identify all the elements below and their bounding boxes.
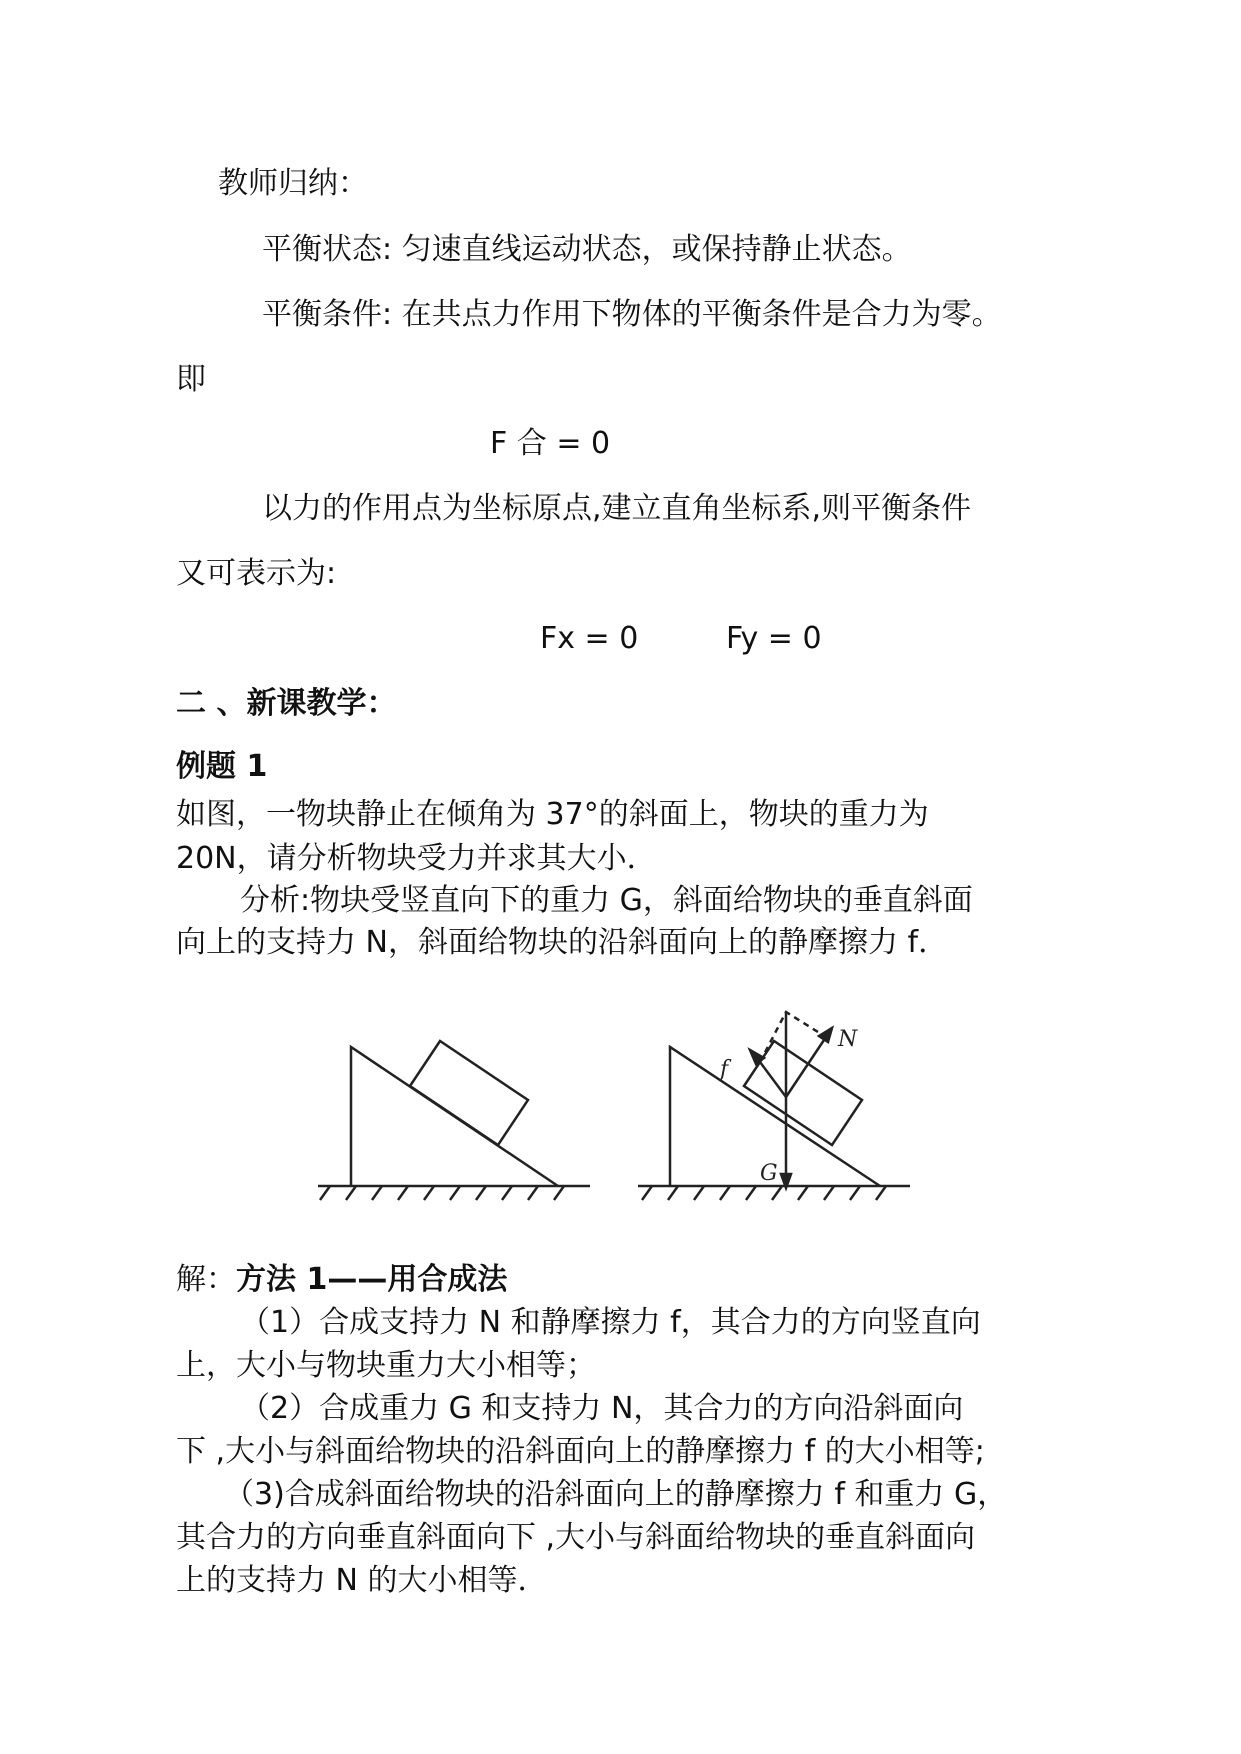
normal-arrowhead (819, 1028, 832, 1042)
ground-hatch-right (642, 1186, 886, 1200)
step1-line2: 上，大小与物块重力大小相等； (176, 1348, 596, 1383)
step2-line2: 下 ,大小与斜面给物块的沿斜面向上的静摩擦力 f 的大小相等; (176, 1434, 985, 1469)
ji-text: 即 (176, 362, 206, 397)
formula-fy: Fy = 0 (726, 621, 822, 656)
summary-heading: 教师归纳： (218, 166, 368, 201)
formula-fx: Fx = 0 (540, 621, 639, 656)
solution-prefix: 解： (176, 1262, 236, 1297)
section-title: 二 、新课教学： (176, 686, 397, 721)
coordinate-text-line2: 又可表示为: (176, 556, 337, 591)
balance-state-text: 平衡状态: 匀速直线运动状态，或保持静止状态。 (262, 232, 912, 267)
balance-condition-text: 平衡条件: 在共点力作用下物体的平衡条件是合力为零。 (262, 297, 1002, 332)
step2-line1: （2）合成重力 G 和支持力 N，其合力的方向沿斜面向 (240, 1391, 964, 1426)
label-G: G (760, 1161, 778, 1186)
left-incline-figure (318, 1041, 590, 1200)
friction-force-line (760, 1062, 786, 1097)
step3-line2: 其合力的方向垂直斜面向下 ,大小与斜面给物块的垂直斜面向 (176, 1520, 976, 1555)
problem-line2: 20N，请分析物块受力并求其大小． (176, 841, 657, 876)
problem-line1: 如图，一物块静止在倾角为 37°的斜面上，物块的重力为 (176, 797, 929, 832)
example-title: 例题 1 (176, 749, 268, 784)
step1-line1: （1）合成支持力 N 和静摩擦力 f，其合力的方向竖直向 (240, 1305, 981, 1340)
label-N: N (838, 1027, 858, 1052)
coordinate-text-line1: 以力的作用点为坐标原点,建立直角坐标系,则平衡条件 (262, 491, 972, 526)
formula-total-force: F 合 = 0 (490, 426, 611, 461)
method-title: 方法 1——用合成法 (236, 1262, 508, 1297)
ground-hatch-left (320, 1186, 564, 1200)
step3-line1: （3)合成斜面给物块的沿斜面向上的静摩擦力 f 和重力 G， (224, 1477, 1008, 1512)
analysis-line2: 向上的支持力 N，斜面给物块的沿斜面向上的静摩擦力 f． (176, 925, 949, 960)
step3-line3: 上的支持力 N 的大小相等． (176, 1563, 548, 1598)
normal-force-line (786, 1037, 826, 1097)
label-f: f (720, 1057, 729, 1082)
analysis-line1: 分析:物块受竖直向下的重力 G，斜面给物块的垂直斜面 (240, 883, 973, 918)
solution-line (176, 1260, 507, 1300)
block-left (410, 1041, 528, 1145)
incline-diagram (318, 1000, 918, 1215)
